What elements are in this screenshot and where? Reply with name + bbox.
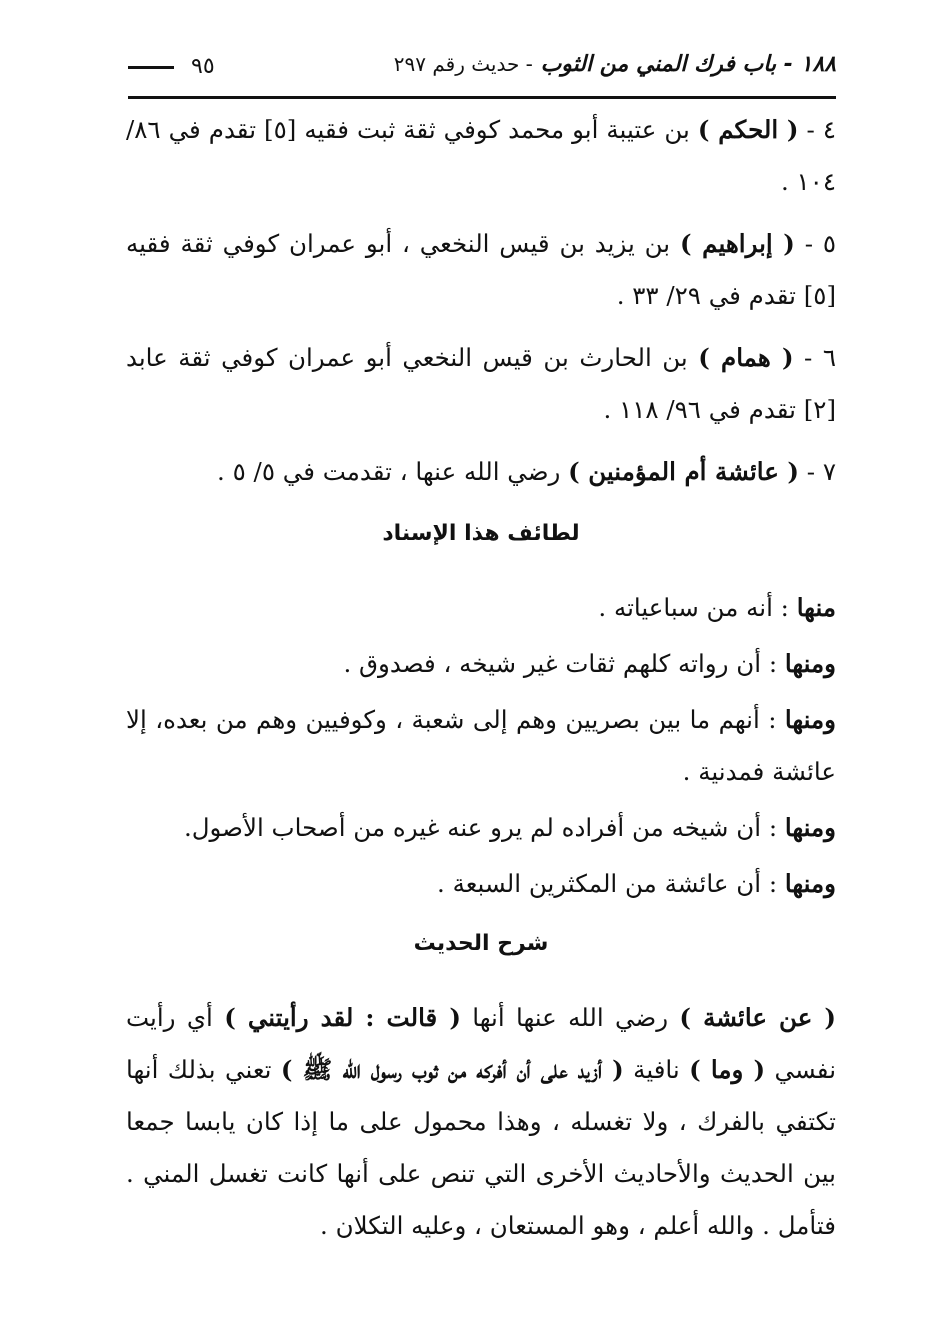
page-header: [128, 52, 836, 99]
page-number: ٩٥: [191, 54, 215, 79]
subtlety-label: ومنها: [784, 705, 836, 734]
subtlety-text: : أنهم ما بين بصريين وهم إلى شعبة ، وكوفيين وهم من بعده، إلا عائشة فمدنية .: [126, 705, 836, 786]
page-body: [126, 104, 836, 1262]
commentary-quote: ( عن عائشة ): [679, 1003, 836, 1032]
commentary-paragraph: [126, 992, 836, 1252]
narrator-name: ( الحكم ): [697, 115, 799, 144]
subtlety-item: [126, 694, 836, 798]
commentary-heading: شرح الحديث: [413, 931, 549, 956]
page-number-dash: [128, 66, 174, 69]
hadith-reference: - حديث رقم ٢٩٧: [393, 52, 533, 76]
commentary-text: رضي الله عنها أنها: [460, 1003, 680, 1032]
chapter-title: ١٨٨ - باب فرك المني من الثوب: [540, 52, 836, 77]
commentary-text: تعني بذلك أنها تكتفي بالفرك ، ولا تغسله ، وهذا محمول على ما إذا كان يابسا جمعا بين الحديث والأحاديث الأخرى التي تنص على أنها كانت تغسل المني . فتأمل . والله أعلم ، وهو المستعان ، وعليه التكلان .: [126, 1055, 836, 1240]
narrator-details: رضي الله عنها ، تقدمت في ٥/ ٥ .: [217, 457, 569, 486]
narrator-entry-6: [126, 332, 836, 436]
subtlety-text: : أنه من سباعياته .: [598, 593, 797, 622]
narrator-details: بن الحارث بن قيس النخعي أبو عمران كوفي ثقة عابد [٢] تقدم في ٩٦/ ١١٨ .: [126, 343, 836, 424]
subtlety-text: : أن عائشة من المكثرين السبعة .: [437, 869, 785, 898]
narrator-number: ٦ -: [793, 343, 836, 372]
subtlety-label: ومنها: [784, 869, 836, 898]
narrator-name: ( إبراهيم ): [679, 229, 795, 258]
subtlety-item: [126, 638, 836, 690]
subtlety-item: [126, 582, 836, 634]
commentary-text: أي رأيت نفسي: [126, 1003, 837, 1084]
narrator-name: ( همام ): [698, 343, 794, 372]
subtlety-item: [126, 802, 836, 854]
subtleties-heading: لطائف هذا الإسناد: [382, 521, 580, 546]
narrator-entry-7: [126, 446, 836, 498]
subtlety-label: ومنها: [784, 813, 836, 842]
narrator-details: بن عتيبة أبو محمد كوفي ثقة ثبت فقيه [٥] تقدم في ٨٦/ ١٠٤ .: [126, 115, 836, 196]
subtlety-text: : أن رواته كلهم ثقات غير شيخه ، فصدوق .: [343, 649, 785, 678]
commentary-quote: ( قالت : لقد رأيتني ): [224, 1003, 461, 1032]
subtlety-label: منها: [796, 593, 836, 622]
subtlety-item: [126, 858, 836, 910]
narrator-name: ( عائشة أم المؤمنين ): [568, 457, 799, 486]
subtlety-label: ومنها: [784, 649, 836, 678]
page-number-block: [128, 54, 215, 79]
narrator-number: ٤ -: [798, 115, 837, 144]
narrator-entry-4: [126, 104, 836, 208]
commentary-text: نافية: [623, 1055, 690, 1084]
narrator-number: ٥ -: [794, 229, 837, 258]
narrator-number: ٧ -: [798, 457, 836, 486]
commentary-quote: ( أزيد على أن أفركه من ثوب رسول الله ﷺ ): [280, 1055, 624, 1084]
narrator-details: بن يزيد بن قيس النخعي ، أبو عمران كوفي ثقة فقيه [٥] تقدم في ٢٩/ ٣٣ .: [126, 229, 836, 310]
subtlety-text: : أن شيخه من أفراده لم يرو عنه غيره من أصحاب الأصول.: [183, 813, 785, 842]
running-title: [394, 52, 836, 77]
narrator-entry-5: [126, 218, 836, 322]
commentary-quote: ( وما ): [689, 1055, 766, 1084]
